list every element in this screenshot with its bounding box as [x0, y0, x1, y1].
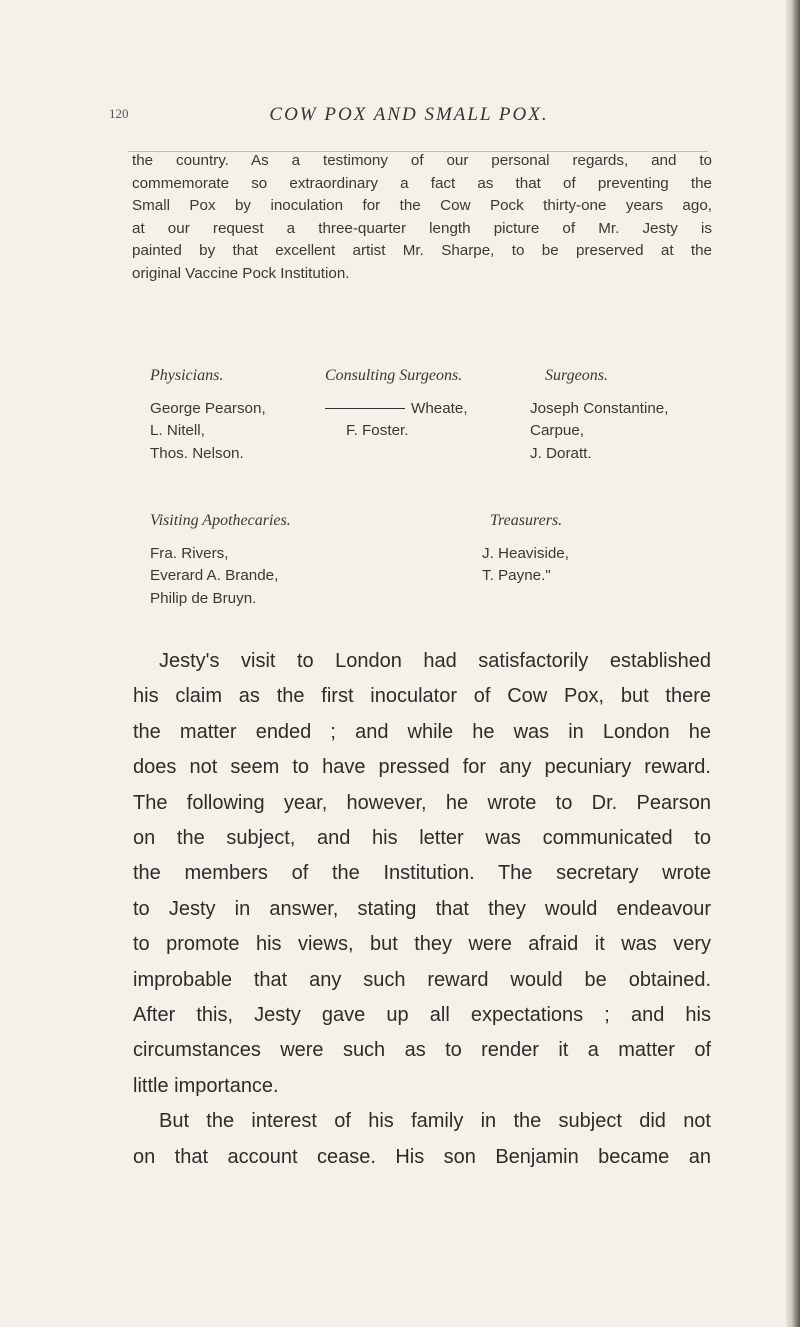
physicians-column	[150, 365, 266, 465]
treasurers-heading: Treasurers.	[490, 512, 563, 529]
intro-line: painted by that excellent artist Mr. Sharpe, to be preserved at the	[132, 242, 712, 260]
body-paragraph	[133, 644, 711, 1175]
intro-line: original Vaccine Pock Institution.	[132, 264, 350, 282]
page-edge	[786, 0, 800, 1327]
surgeons-heading: Surgeons.	[545, 367, 608, 384]
treasurers-column	[482, 510, 569, 588]
body-line: After this, Jesty gave up all expectations ; and his	[133, 1004, 711, 1027]
intro-line: at our request a three-quarter length picture of Mr. Jesty is	[132, 219, 712, 237]
consulting-surgeon-name: F. Foster.	[346, 422, 409, 439]
body-line: little importance.	[133, 1074, 279, 1097]
physician-name: George Pearson,	[150, 399, 266, 417]
surgeon-name: Carpue,	[530, 422, 585, 439]
name-dash	[325, 408, 405, 409]
intro-line: commemorate so extraordinary a fact as that of preventing the	[132, 174, 712, 192]
page-header	[109, 104, 709, 134]
body-line: the matter ended ; and while he was in London he	[133, 720, 711, 743]
consulting-surgeon-name	[325, 398, 468, 421]
running-title: COW POX AND SMALL POX.	[269, 104, 549, 125]
body-line: The following year, however, he wrote to Dr. Pearson	[133, 791, 711, 814]
body-line: does not seem to have pressed for any pecuniary reward.	[133, 756, 711, 779]
body-line: his claim as the first inoculator of Cow Pox, but there	[133, 685, 711, 708]
consulting-surgeons-heading: Consulting Surgeons.	[325, 367, 463, 384]
intro-paragraph	[132, 150, 712, 286]
physician-name: Thos. Nelson.	[150, 444, 244, 462]
intro-line: the country. As a testimony of our personal regards, and to	[132, 152, 712, 169]
intro-line: Small Pox by inoculation for the Cow Pock thirty-one years ago,	[132, 197, 712, 215]
surgeon-name: J. Doratt.	[530, 444, 592, 462]
visiting-apothecaries-column	[150, 510, 291, 610]
surgeons-column	[530, 365, 668, 465]
physicians-heading: Physicians.	[150, 367, 224, 384]
apothecary-name: Fra. Rivers,	[150, 544, 229, 562]
body-line: to promote his views, but they were afraid it was very	[133, 933, 711, 956]
consulting-surgeon-name-text: Wheate,	[411, 399, 468, 417]
body-line: circumstances were such as to render it a matter of	[133, 1039, 711, 1062]
visiting-apothecaries-heading: Visiting Apothecaries.	[150, 512, 291, 529]
body-line: But the interest of his family in the subject did not	[159, 1110, 711, 1133]
physician-name: L. Nitell,	[150, 422, 205, 439]
treasurer-name: J. Heaviside,	[482, 544, 569, 562]
apothecary-name: Philip de Bruyn.	[150, 589, 257, 607]
body-line: the members of the Institution. The secretary wrote	[133, 862, 711, 885]
apothecary-name: Everard A. Brande,	[150, 567, 279, 584]
body-line: to Jesty in answer, stating that they would endeavour	[133, 897, 711, 920]
consulting-surgeons-column	[325, 365, 468, 443]
surgeon-name: Joseph Constantine,	[530, 399, 669, 417]
body-line: on that account cease. His son Benjamin became an	[133, 1145, 711, 1168]
body-line: on the subject, and his letter was communicated to	[133, 827, 711, 850]
body-line: Jesty's visit to London had satisfactorily established	[159, 650, 711, 672]
body-line: improbable that any such reward would be obtained.	[133, 968, 711, 991]
treasurer-name: T. Payne."	[482, 567, 551, 584]
page-number: 120	[109, 106, 129, 121]
